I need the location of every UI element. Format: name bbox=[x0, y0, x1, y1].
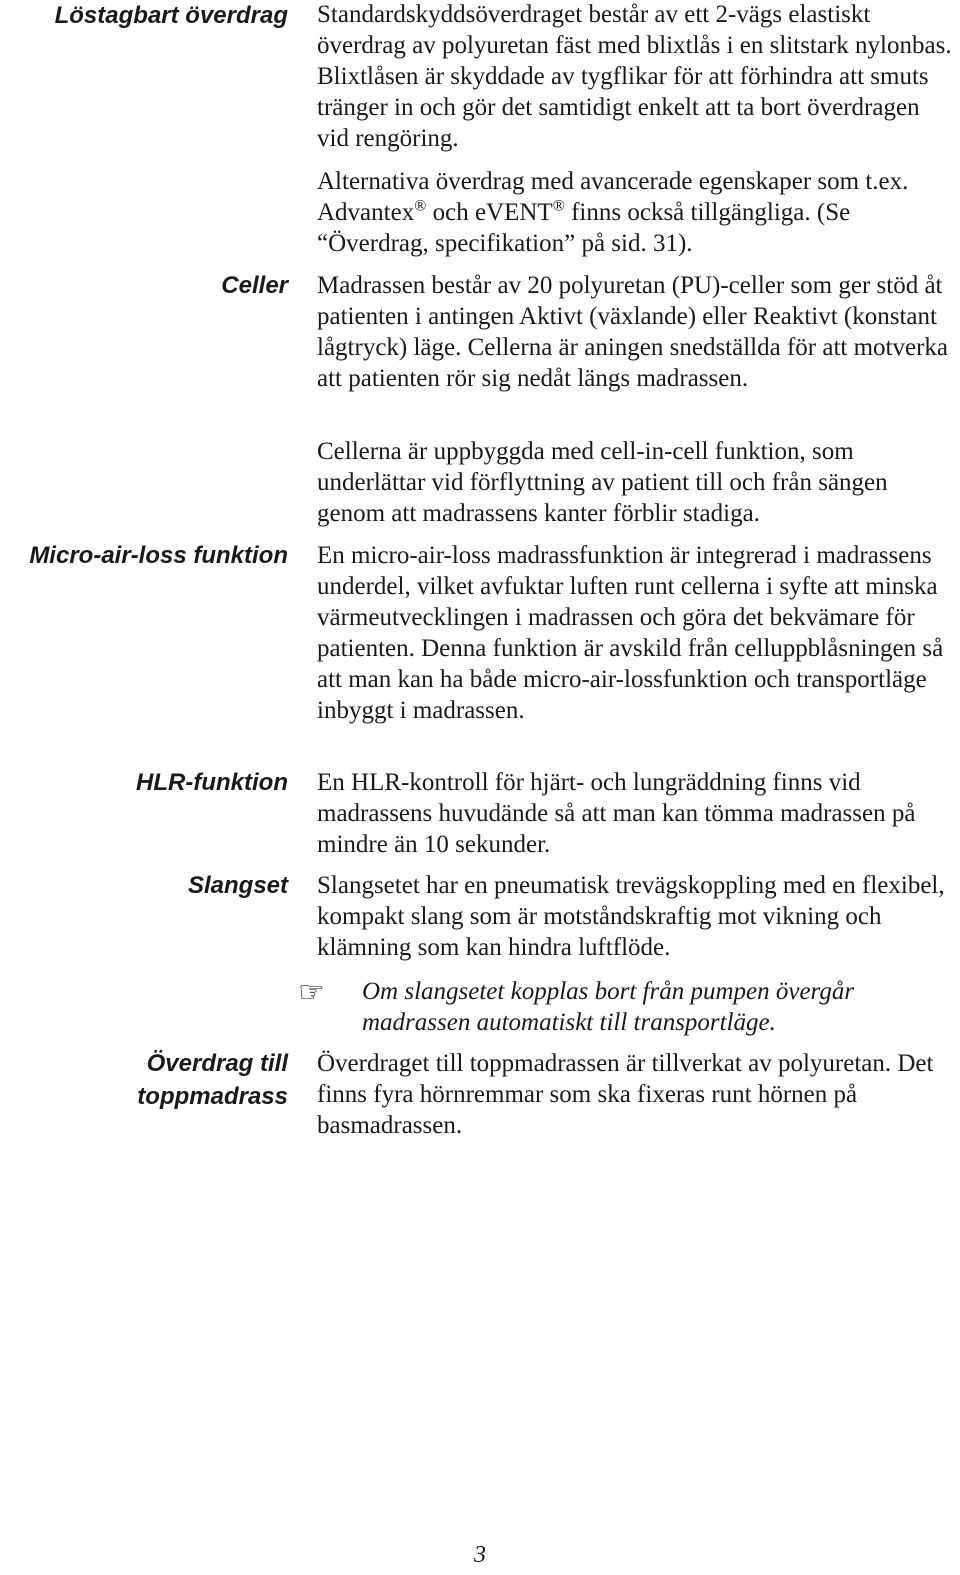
paragraph-topper-cover: Överdraget till toppmadrassen är tillverkat av polyuretan. Det finns fyra hörnremmar som ska fixeras runt hörnen på basmadrassen. bbox=[317, 1050, 934, 1139]
paragraph-cover-standard: Standardskyddsöverdraget består av ett 2-vägs elastiskt överdrag av polyuretan fäst med blixtlås i en slitstark nylonbas. Blixtlåsen är skyddade av tygflikar för att förhindra att smuts tränger in och gör det samtidigt enkelt att ta bort överdragen vid rengöring. bbox=[317, 1, 952, 152]
heading-topper-cover-line2: toppmadrass bbox=[137, 1083, 288, 1110]
paragraph-hose-set: Slangsetet har en pneumatisk trevägskoppling med en flexibel, kompakt slang som är motståndskraftig mot vikning och klämning som kan hindra luftflöde. bbox=[317, 872, 945, 961]
cover-alt-text-3: finns också tillgängliga. (Se “Överdrag, specifikation” på sid. 31). bbox=[317, 199, 851, 257]
heading-removable-cover: Löstagbart överdrag bbox=[54, 2, 288, 29]
cover-alt-text-2: och eVENT bbox=[426, 199, 553, 226]
note-transport-mode: Om slangsetet kopplas bort från pumpen övergår madrassen automatiskt till transportläge. bbox=[362, 978, 855, 1036]
registered-mark: ® bbox=[552, 197, 565, 215]
heading-topper-cover bbox=[137, 1047, 288, 1113]
registered-mark: ® bbox=[414, 197, 427, 215]
paragraph-micro-air-loss: En micro-air-loss madrassfunktion är integrerad i madrassens underdel, vilket avfuktar luften runt cellerna i syfte att minska värmeutvecklingen i madrassen och göra det bekvämare för patienten. Denna funktion är avskild från celluppblåsningen så att man kan ha både micro-air-lossfunktion och transportläge inbyggt i madrassen. bbox=[317, 542, 944, 724]
heading-hose-set: Slangset bbox=[187, 872, 288, 899]
heading-cells: Celler bbox=[221, 272, 288, 299]
pointing-hand-icon: ☞ bbox=[298, 975, 325, 1010]
cover-alt-text-1: Alternativa överdrag med avancerade egenskaper som t.ex. Advantex bbox=[317, 168, 909, 226]
page-number: 3 bbox=[474, 1542, 486, 1568]
paragraph-cover-alternatives bbox=[317, 166, 957, 259]
paragraph-hlr: En HLR-kontroll för hjärt- och lungräddning finns vid madrassens huvudände så att man kan tömma madrassen på mindre än 10 sekunder. bbox=[317, 769, 916, 858]
heading-topper-cover-line1: Överdrag till bbox=[146, 1050, 288, 1077]
paragraph-cells-cell-in-cell: Cellerna är uppbyggda med cell-in-cell funktion, som underlättar vid förflyttning av patient till och från sängen genom att madrassens kanter förblir stadiga. bbox=[317, 438, 888, 527]
heading-micro-air-loss: Micro-air-loss funktion bbox=[29, 542, 288, 569]
heading-hlr: HLR-funktion bbox=[136, 769, 288, 796]
paragraph-cells-description: Madrassen består av 20 polyuretan (PU)-celler som ger stöd åt patienten i antingen Aktivt (växlande) eller Reaktivt (konstant lågtryck) läge. Cellerna är aningen snedställda för att motverka att patienten rör sig nedåt längs madrassen. bbox=[317, 272, 948, 392]
